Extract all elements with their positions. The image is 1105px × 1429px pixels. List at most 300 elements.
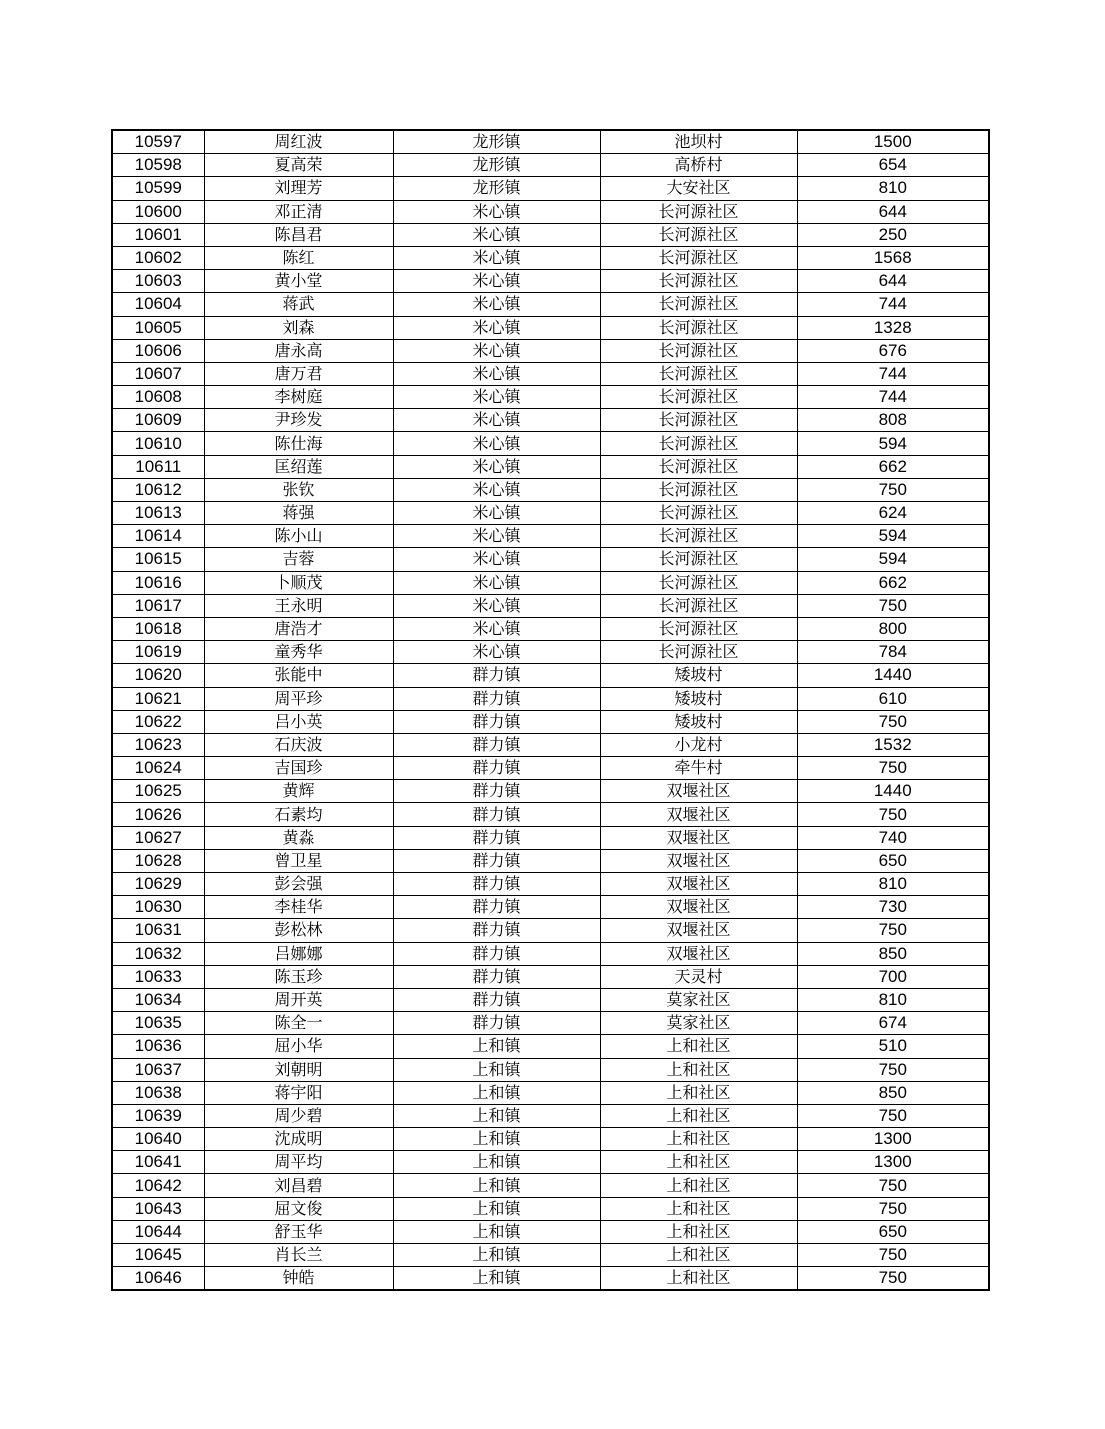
amount-cell: 750 [797,1174,989,1197]
person-name-cell: 陈红 [204,246,393,269]
record-id-cell: 10636 [112,1035,204,1058]
village-cell: 长河源社区 [600,455,797,478]
village-cell: 双堰社区 [600,803,797,826]
amount-cell: 510 [797,1035,989,1058]
table-row [112,525,989,548]
village-cell: 矮坡村 [600,687,797,710]
town-cell: 米心镇 [393,455,600,478]
amount-cell: 1300 [797,1128,989,1151]
village-cell: 上和社区 [600,1104,797,1127]
record-id-cell: 10611 [112,455,204,478]
amount-cell: 750 [797,757,989,780]
table-row [112,919,989,942]
town-cell: 米心镇 [393,386,600,409]
table-row [112,1104,989,1127]
town-cell: 龙形镇 [393,177,600,200]
town-cell: 米心镇 [393,478,600,501]
table-row [112,502,989,525]
town-cell: 群力镇 [393,826,600,849]
person-name-cell: 尹珍发 [204,409,393,432]
village-cell: 双堰社区 [600,919,797,942]
table-row [112,803,989,826]
town-cell: 米心镇 [393,502,600,525]
person-name-cell: 陈仕海 [204,432,393,455]
village-cell: 长河源社区 [600,293,797,316]
record-id-cell: 10644 [112,1220,204,1243]
table-row [112,1128,989,1151]
person-name-cell: 彭会强 [204,873,393,896]
person-name-cell: 张能中 [204,664,393,687]
person-name-cell: 蒋强 [204,502,393,525]
amount-cell: 1440 [797,664,989,687]
table-row [112,548,989,571]
table-row [112,1244,989,1267]
table-row [112,664,989,687]
village-cell: 长河源社区 [600,409,797,432]
amount-cell: 730 [797,896,989,919]
person-name-cell: 吉国珍 [204,757,393,780]
village-cell: 莫家社区 [600,1012,797,1035]
record-id-cell: 10619 [112,641,204,664]
person-name-cell: 童秀华 [204,641,393,664]
village-cell: 双堰社区 [600,780,797,803]
town-cell: 米心镇 [393,548,600,571]
amount-cell: 808 [797,409,989,432]
record-id-cell: 10631 [112,919,204,942]
record-id-cell: 10603 [112,270,204,293]
person-name-cell: 曾卫星 [204,849,393,872]
town-cell: 群力镇 [393,733,600,756]
person-name-cell: 周红波 [204,130,393,154]
amount-cell: 850 [797,1081,989,1104]
table-row [112,223,989,246]
record-id-cell: 10642 [112,1174,204,1197]
village-cell: 长河源社区 [600,270,797,293]
record-id-cell: 10624 [112,757,204,780]
person-name-cell: 陈小山 [204,525,393,548]
village-cell: 上和社区 [600,1058,797,1081]
town-cell: 群力镇 [393,664,600,687]
table-row [112,432,989,455]
record-id-cell: 10599 [112,177,204,200]
table-row [112,1035,989,1058]
table-row [112,965,989,988]
record-id-cell: 10630 [112,896,204,919]
amount-cell: 676 [797,339,989,362]
table-row [112,1197,989,1220]
town-cell: 上和镇 [393,1174,600,1197]
amount-cell: 750 [797,1244,989,1267]
person-name-cell: 吕小英 [204,710,393,733]
village-cell: 池坝村 [600,130,797,154]
table-row [112,687,989,710]
town-cell: 群力镇 [393,942,600,965]
person-name-cell: 周少碧 [204,1104,393,1127]
village-cell: 长河源社区 [600,641,797,664]
person-name-cell: 蒋武 [204,293,393,316]
person-name-cell: 李树庭 [204,386,393,409]
town-cell: 米心镇 [393,525,600,548]
table-row [112,1174,989,1197]
village-cell: 长河源社区 [600,316,797,339]
table-row [112,1151,989,1174]
record-id-cell: 10600 [112,200,204,223]
table-row [112,1220,989,1243]
person-name-cell: 沈成明 [204,1128,393,1151]
record-id-cell: 10606 [112,339,204,362]
village-cell: 上和社区 [600,1197,797,1220]
town-cell: 群力镇 [393,988,600,1011]
record-id-cell: 10637 [112,1058,204,1081]
amount-cell: 1328 [797,316,989,339]
amount-cell: 850 [797,942,989,965]
person-name-cell: 李桂华 [204,896,393,919]
table-row [112,200,989,223]
amount-cell: 250 [797,223,989,246]
table-row [112,339,989,362]
town-cell: 上和镇 [393,1267,600,1291]
record-id-cell: 10628 [112,849,204,872]
town-cell: 群力镇 [393,803,600,826]
record-id-cell: 10625 [112,780,204,803]
town-cell: 群力镇 [393,849,600,872]
town-cell: 群力镇 [393,687,600,710]
village-cell: 长河源社区 [600,571,797,594]
town-cell: 上和镇 [393,1128,600,1151]
person-name-cell: 刘理芳 [204,177,393,200]
amount-cell: 650 [797,849,989,872]
amount-cell: 750 [797,594,989,617]
record-id-cell: 10641 [112,1151,204,1174]
table-row [112,246,989,269]
table-row [112,478,989,501]
table-row [112,316,989,339]
person-name-cell: 唐永高 [204,339,393,362]
amount-cell: 594 [797,432,989,455]
record-id-cell: 10621 [112,687,204,710]
person-name-cell: 卜顺茂 [204,571,393,594]
amount-cell: 624 [797,502,989,525]
record-id-cell: 10640 [112,1128,204,1151]
table-row [112,362,989,385]
table-row [112,154,989,177]
table-row [112,177,989,200]
person-name-cell: 石素均 [204,803,393,826]
village-cell: 长河源社区 [600,502,797,525]
amount-cell: 750 [797,1058,989,1081]
town-cell: 上和镇 [393,1104,600,1127]
village-cell: 长河源社区 [600,617,797,640]
record-id-cell: 10638 [112,1081,204,1104]
village-cell: 双堰社区 [600,873,797,896]
person-name-cell: 周开英 [204,988,393,1011]
town-cell: 米心镇 [393,293,600,316]
person-name-cell: 屈文俊 [204,1197,393,1220]
town-cell: 米心镇 [393,339,600,362]
town-cell: 群力镇 [393,780,600,803]
table-row [112,409,989,432]
table-row [112,757,989,780]
table-row [112,873,989,896]
table-row [112,710,989,733]
village-cell: 大安社区 [600,177,797,200]
records-table-body [112,130,989,1290]
record-id-cell: 10601 [112,223,204,246]
record-id-cell: 10645 [112,1244,204,1267]
record-id-cell: 10604 [112,293,204,316]
amount-cell: 744 [797,293,989,316]
village-cell: 高桥村 [600,154,797,177]
person-name-cell: 黄淼 [204,826,393,849]
town-cell: 米心镇 [393,571,600,594]
person-name-cell: 邓正清 [204,200,393,223]
person-name-cell: 张钦 [204,478,393,501]
village-cell: 矮坡村 [600,664,797,687]
record-id-cell: 10602 [112,246,204,269]
amount-cell: 594 [797,548,989,571]
record-id-cell: 10632 [112,942,204,965]
person-name-cell: 夏高荣 [204,154,393,177]
village-cell: 长河源社区 [600,548,797,571]
town-cell: 群力镇 [393,896,600,919]
records-table [111,129,990,1291]
amount-cell: 662 [797,571,989,594]
amount-cell: 750 [797,919,989,942]
amount-cell: 750 [797,803,989,826]
amount-cell: 1568 [797,246,989,269]
town-cell: 米心镇 [393,594,600,617]
amount-cell: 594 [797,525,989,548]
town-cell: 米心镇 [393,617,600,640]
amount-cell: 610 [797,687,989,710]
person-name-cell: 蒋宇阳 [204,1081,393,1104]
village-cell: 长河源社区 [600,246,797,269]
record-id-cell: 10614 [112,525,204,548]
record-id-cell: 10616 [112,571,204,594]
record-id-cell: 10608 [112,386,204,409]
record-id-cell: 10609 [112,409,204,432]
person-name-cell: 舒玉华 [204,1220,393,1243]
record-id-cell: 10629 [112,873,204,896]
village-cell: 上和社区 [600,1035,797,1058]
person-name-cell: 肖长兰 [204,1244,393,1267]
person-name-cell: 唐浩才 [204,617,393,640]
amount-cell: 800 [797,617,989,640]
record-id-cell: 10598 [112,154,204,177]
town-cell: 群力镇 [393,965,600,988]
person-name-cell: 周平均 [204,1151,393,1174]
person-name-cell: 周平珍 [204,687,393,710]
record-id-cell: 10597 [112,130,204,154]
town-cell: 上和镇 [393,1220,600,1243]
table-row [112,780,989,803]
amount-cell: 750 [797,710,989,733]
person-name-cell: 钟皓 [204,1267,393,1291]
village-cell: 上和社区 [600,1267,797,1291]
table-row [112,571,989,594]
person-name-cell: 屈小华 [204,1035,393,1058]
village-cell: 上和社区 [600,1244,797,1267]
record-id-cell: 10633 [112,965,204,988]
record-id-cell: 10617 [112,594,204,617]
person-name-cell: 刘森 [204,316,393,339]
amount-cell: 1440 [797,780,989,803]
town-cell: 米心镇 [393,246,600,269]
village-cell: 双堰社区 [600,849,797,872]
town-cell: 上和镇 [393,1197,600,1220]
record-id-cell: 10622 [112,710,204,733]
village-cell: 上和社区 [600,1220,797,1243]
record-id-cell: 10615 [112,548,204,571]
amount-cell: 750 [797,1267,989,1291]
record-id-cell: 10612 [112,478,204,501]
table-row [112,641,989,664]
person-name-cell: 黄辉 [204,780,393,803]
village-cell: 长河源社区 [600,339,797,362]
amount-cell: 1500 [797,130,989,154]
village-cell: 长河源社区 [600,362,797,385]
person-name-cell: 石庆波 [204,733,393,756]
village-cell: 长河源社区 [600,223,797,246]
table-row [112,896,989,919]
town-cell: 上和镇 [393,1244,600,1267]
person-name-cell: 唐万君 [204,362,393,385]
village-cell: 牵牛村 [600,757,797,780]
amount-cell: 1532 [797,733,989,756]
table-row [112,1267,989,1291]
table-row [112,594,989,617]
person-name-cell: 陈玉珍 [204,965,393,988]
village-cell: 上和社区 [600,1151,797,1174]
town-cell: 龙形镇 [393,154,600,177]
amount-cell: 750 [797,478,989,501]
amount-cell: 644 [797,200,989,223]
town-cell: 群力镇 [393,1012,600,1035]
table-row [112,1012,989,1035]
record-id-cell: 10643 [112,1197,204,1220]
village-cell: 双堰社区 [600,896,797,919]
table-row [112,1081,989,1104]
person-name-cell: 王永明 [204,594,393,617]
town-cell: 米心镇 [393,641,600,664]
person-name-cell: 彭松林 [204,919,393,942]
village-cell: 矮坡村 [600,710,797,733]
town-cell: 米心镇 [393,409,600,432]
village-cell: 小龙村 [600,733,797,756]
town-cell: 群力镇 [393,710,600,733]
town-cell: 群力镇 [393,919,600,942]
amount-cell: 650 [797,1220,989,1243]
village-cell: 长河源社区 [600,432,797,455]
record-id-cell: 10613 [112,502,204,525]
village-cell: 长河源社区 [600,594,797,617]
town-cell: 米心镇 [393,362,600,385]
person-name-cell: 陈昌君 [204,223,393,246]
record-id-cell: 10610 [112,432,204,455]
record-id-cell: 10623 [112,733,204,756]
village-cell: 上和社区 [600,1081,797,1104]
amount-cell: 674 [797,1012,989,1035]
table-row [112,617,989,640]
town-cell: 米心镇 [393,223,600,246]
town-cell: 上和镇 [393,1151,600,1174]
record-id-cell: 10607 [112,362,204,385]
village-cell: 长河源社区 [600,525,797,548]
town-cell: 上和镇 [393,1081,600,1104]
table-row [112,942,989,965]
amount-cell: 662 [797,455,989,478]
amount-cell: 744 [797,362,989,385]
amount-cell: 784 [797,641,989,664]
town-cell: 群力镇 [393,873,600,896]
village-cell: 莫家社区 [600,988,797,1011]
amount-cell: 1300 [797,1151,989,1174]
table-row [112,293,989,316]
town-cell: 米心镇 [393,200,600,223]
village-cell: 双堰社区 [600,826,797,849]
record-id-cell: 10635 [112,1012,204,1035]
amount-cell: 700 [797,965,989,988]
amount-cell: 810 [797,177,989,200]
town-cell: 上和镇 [393,1035,600,1058]
table-row [112,130,989,154]
town-cell: 群力镇 [393,757,600,780]
amount-cell: 740 [797,826,989,849]
amount-cell: 644 [797,270,989,293]
town-cell: 米心镇 [393,316,600,339]
town-cell: 龙形镇 [393,130,600,154]
record-id-cell: 10639 [112,1104,204,1127]
village-cell: 长河源社区 [600,478,797,501]
village-cell: 双堰社区 [600,942,797,965]
person-name-cell: 吕娜娜 [204,942,393,965]
record-id-cell: 10626 [112,803,204,826]
record-id-cell: 10618 [112,617,204,640]
amount-cell: 750 [797,1104,989,1127]
record-id-cell: 10646 [112,1267,204,1291]
table-row [112,826,989,849]
amount-cell: 810 [797,873,989,896]
amount-cell: 750 [797,1197,989,1220]
person-name-cell: 刘朝明 [204,1058,393,1081]
table-row [112,270,989,293]
record-id-cell: 10620 [112,664,204,687]
town-cell: 上和镇 [393,1058,600,1081]
village-cell: 长河源社区 [600,200,797,223]
person-name-cell: 吉蓉 [204,548,393,571]
amount-cell: 810 [797,988,989,1011]
person-name-cell: 刘昌碧 [204,1174,393,1197]
town-cell: 米心镇 [393,432,600,455]
table-row [112,849,989,872]
table-row [112,1058,989,1081]
person-name-cell: 陈全一 [204,1012,393,1035]
amount-cell: 744 [797,386,989,409]
table-row [112,386,989,409]
village-cell: 上和社区 [600,1128,797,1151]
amount-cell: 654 [797,154,989,177]
table-row [112,455,989,478]
table-row [112,733,989,756]
town-cell: 米心镇 [393,270,600,293]
village-cell: 天灵村 [600,965,797,988]
person-name-cell: 黄小堂 [204,270,393,293]
person-name-cell: 匡绍莲 [204,455,393,478]
village-cell: 上和社区 [600,1174,797,1197]
village-cell: 长河源社区 [600,386,797,409]
table-row [112,988,989,1011]
record-id-cell: 10634 [112,988,204,1011]
